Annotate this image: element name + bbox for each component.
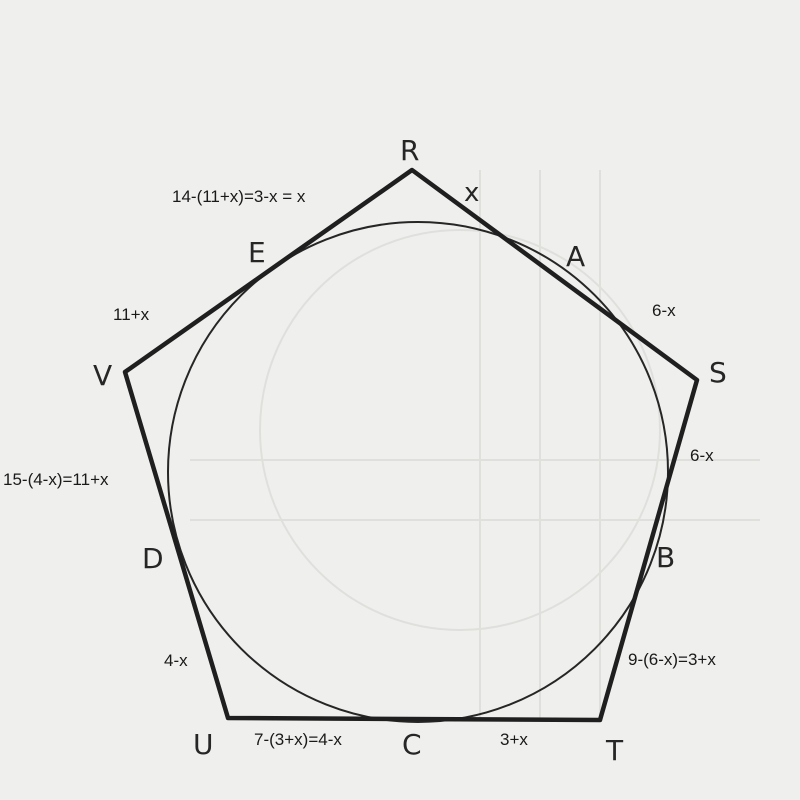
background-show-through xyxy=(190,170,760,720)
vertex-label-u: U xyxy=(193,728,214,761)
segment-label-tc: 3+x xyxy=(500,730,528,749)
segment-label-as: 6-x xyxy=(652,301,676,320)
segment-label-ud: 4-x xyxy=(164,651,188,670)
vertex-label-a: A xyxy=(566,240,586,273)
vertex-label-v: V xyxy=(93,359,113,392)
vertex-label-d: D xyxy=(142,542,164,575)
vertex-label-s: S xyxy=(709,356,727,389)
segment-label-ra: x xyxy=(464,178,480,208)
vertex-label-t: T xyxy=(606,734,624,767)
vertex-label-r: R xyxy=(400,134,420,167)
segment-label-bt: 9-(6-x)=3+x xyxy=(628,650,716,669)
segment-label-vd: 15-(4-x)=11+x xyxy=(3,470,109,489)
vertex-label-b: B xyxy=(656,541,676,574)
segment-label-uc: 7-(3+x)=4-x xyxy=(254,730,342,749)
segment-label-re: 14-(11+x)=3-x = x xyxy=(172,187,306,206)
vertex-label-e: E xyxy=(248,236,266,269)
segment-label-sb: 6-x xyxy=(690,446,714,465)
inscribed-circle xyxy=(168,222,668,722)
segment-label-ve: 11+x xyxy=(113,305,150,324)
pentagon-outline xyxy=(125,170,697,720)
vertex-label-c: C xyxy=(402,728,422,761)
